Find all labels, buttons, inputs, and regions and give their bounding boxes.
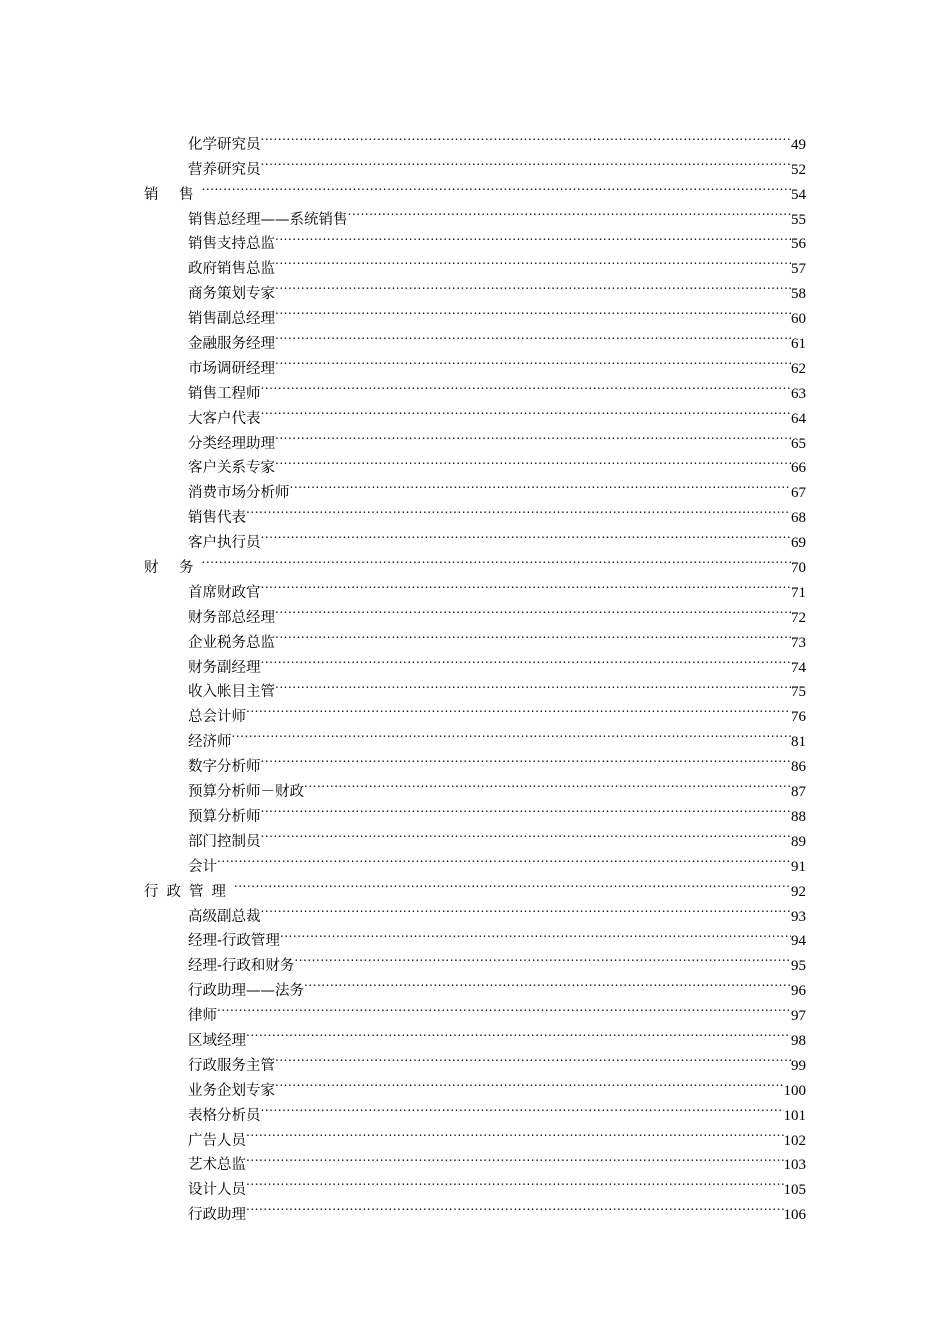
toc-entry-title: 企业税务总监 [188, 634, 275, 651]
toc-entry-title: 销售工程师 [188, 385, 261, 402]
toc-entry-title: 预算分析师－财政 [188, 784, 304, 801]
toc-entry-title: 客户执行员 [188, 535, 261, 552]
toc-entry-page-number: 69 [791, 535, 806, 552]
toc-entry-page-number: 97 [791, 1008, 806, 1025]
toc-entry-page-number: 86 [791, 759, 806, 776]
dot-leader [275, 597, 791, 622]
toc-section-entry[interactable] [144, 547, 806, 577]
toc-entry[interactable] [144, 721, 806, 751]
toc-entry-title: 客户关系专家 [188, 460, 275, 477]
toc-entry-page-number: 55 [791, 211, 806, 228]
toc-entry-title: 业务企划专家 [188, 1082, 275, 1099]
toc-entry[interactable] [144, 124, 806, 153]
dot-leader [217, 846, 791, 871]
toc-entry-title: 化学研究员 [188, 136, 261, 153]
toc-entry-page-number: 71 [791, 584, 806, 601]
dot-leader [275, 423, 791, 448]
dot-leader [275, 323, 791, 348]
toc-entry-title: 广告人员 [188, 1132, 246, 1149]
toc-section-entry[interactable] [144, 174, 806, 203]
toc-entry-title: 艺术总监 [188, 1157, 246, 1174]
dot-leader [261, 149, 792, 174]
toc-entry[interactable] [144, 896, 806, 925]
toc-entry-page-number: 64 [791, 410, 806, 427]
toc-entry[interactable] [144, 572, 806, 601]
toc-entry-title: 营养研究员 [188, 161, 261, 178]
dot-leader [261, 647, 792, 672]
toc-entry-title: 高级副总裁 [188, 908, 261, 925]
dot-leader [202, 174, 791, 199]
dot-leader [217, 995, 791, 1020]
dot-leader [275, 248, 791, 273]
toc-entry-page-number: 60 [791, 311, 806, 328]
toc-entry-page-number: 58 [791, 286, 806, 303]
toc-entry-title: 行政管理 [144, 883, 234, 900]
toc-entry-title: 消费市场分析师 [188, 485, 290, 502]
dot-leader [261, 796, 792, 821]
toc-entry-title: 财 务 [144, 560, 202, 577]
dot-leader [275, 273, 791, 298]
toc-entry-page-number: 67 [791, 485, 806, 502]
dot-leader [246, 1120, 784, 1145]
toc-entry-title: 预算分析师 [188, 808, 261, 825]
toc-entry-page-number: 96 [791, 983, 806, 1000]
dot-leader [261, 1095, 784, 1120]
toc-entry-title: 经理-行政和财务 [188, 958, 295, 975]
toc-entry[interactable] [144, 746, 806, 776]
toc-entry-page-number: 72 [791, 609, 806, 626]
toc-entry-page-number: 98 [791, 1032, 806, 1049]
toc-entry-page-number: 95 [791, 958, 806, 975]
toc-entry-page-number: 91 [791, 858, 806, 875]
toc-entry[interactable] [144, 1020, 806, 1049]
dot-leader [290, 472, 792, 497]
toc-entry-title: 销售总经理——系统销售 [188, 211, 348, 228]
toc-entry-title: 市场调研经理 [188, 360, 275, 377]
toc-entry-title: 政府销售总监 [188, 261, 275, 278]
toc-entry-page-number: 54 [791, 186, 806, 203]
dot-leader [275, 1045, 791, 1070]
toc-entry-page-number: 63 [791, 385, 806, 402]
toc-entry[interactable] [144, 846, 806, 875]
dot-leader [294, 945, 791, 970]
toc-entry-title: 经济师 [188, 734, 232, 751]
toc-entry-page-number: 62 [791, 360, 806, 377]
toc-entry-title: 收入帐目主管 [188, 684, 275, 701]
toc-entry-page-number: 99 [791, 1057, 806, 1074]
dot-leader [261, 746, 792, 771]
toc-entry[interactable] [144, 995, 806, 1025]
toc-entry-title: 商务策划专家 [188, 286, 275, 303]
toc-entry-page-number: 66 [791, 460, 806, 477]
toc-entry-page-number: 70 [791, 560, 806, 577]
toc-entry-page-number: 106 [783, 1207, 806, 1224]
toc-entry-title: 律师 [188, 1008, 217, 1025]
table-of-contents [144, 124, 806, 1224]
toc-entry-page-number: 73 [791, 634, 806, 651]
dot-leader [275, 448, 791, 473]
toc-entry-page-number: 57 [791, 261, 806, 278]
dot-leader [246, 696, 791, 721]
dot-leader [261, 398, 792, 423]
toc-entry-title: 首席财政官 [188, 584, 261, 601]
toc-entry-page-number: 105 [783, 1182, 806, 1199]
toc-entry-title: 行政助理 [188, 1207, 246, 1224]
dot-leader [261, 522, 792, 547]
dot-leader [261, 896, 792, 921]
toc-entry-page-number: 92 [791, 883, 806, 900]
toc-entry-title: 行政服务主管 [188, 1057, 275, 1074]
toc-section-entry[interactable] [144, 871, 806, 900]
toc-entry-page-number: 102 [783, 1132, 806, 1149]
toc-entry-title: 销售代表 [188, 510, 246, 527]
toc-entry-title: 区域经理 [188, 1032, 246, 1049]
dot-leader [261, 821, 792, 846]
dot-leader [246, 1169, 784, 1194]
dot-leader [234, 871, 791, 896]
dot-leader [304, 771, 791, 796]
toc-entry[interactable] [144, 199, 806, 228]
dot-leader [261, 124, 792, 149]
toc-entry-page-number: 52 [791, 161, 806, 178]
toc-entry-page-number: 56 [791, 236, 806, 253]
toc-entry-page-number: 101 [783, 1107, 806, 1124]
toc-entry-page-number: 75 [791, 684, 806, 701]
toc-entry-title: 大客户代表 [188, 410, 261, 427]
dot-leader [275, 224, 791, 249]
toc-entry-page-number: 61 [791, 336, 806, 353]
dot-leader [275, 672, 791, 697]
dot-leader [348, 199, 792, 224]
toc-entry-page-number: 76 [791, 709, 806, 726]
toc-entry-title: 设计人员 [188, 1182, 246, 1199]
dot-leader [232, 721, 792, 746]
toc-entry-page-number: 68 [791, 510, 806, 527]
toc-entry-page-number: 94 [791, 933, 806, 950]
toc-entry-title: 会计 [188, 858, 217, 875]
dot-leader [202, 547, 791, 572]
dot-leader [246, 1020, 791, 1045]
toc-entry-page-number: 100 [783, 1082, 806, 1099]
toc-entry-page-number: 88 [791, 808, 806, 825]
toc-entry-title: 表格分析员 [188, 1107, 261, 1124]
toc-entry-title: 分类经理助理 [188, 435, 275, 452]
toc-entry-title: 经理-行政管理 [188, 933, 280, 950]
dot-leader [261, 572, 792, 597]
dot-leader [275, 1070, 784, 1095]
toc-entry-page-number: 93 [791, 908, 806, 925]
toc-entry-title: 行政助理——法务 [188, 983, 304, 1000]
dot-leader [246, 1194, 784, 1219]
dot-leader [275, 348, 791, 373]
toc-entry-title: 销 售 [144, 186, 202, 203]
toc-entry-page-number: 65 [791, 435, 806, 452]
toc-entry-title: 数字分析师 [188, 759, 261, 776]
toc-entry-page-number: 87 [791, 784, 806, 801]
dot-leader [280, 921, 791, 946]
dot-leader [304, 970, 791, 995]
toc-entry-page-number: 103 [783, 1157, 806, 1174]
toc-entry-title: 部门控制员 [188, 833, 261, 850]
toc-entry-page-number: 89 [791, 833, 806, 850]
dot-leader [275, 622, 791, 647]
toc-entry-page-number: 81 [791, 734, 806, 751]
dot-leader [246, 1145, 784, 1170]
toc-entry-title: 销售支持总监 [188, 236, 275, 253]
toc-entry-title: 销售副总经理 [188, 311, 275, 328]
dot-leader [275, 298, 791, 323]
toc-entry-page-number: 49 [791, 136, 806, 153]
toc-entry-page-number: 74 [791, 659, 806, 676]
toc-entry-title: 财务副经理 [188, 659, 261, 676]
dot-leader [261, 373, 792, 398]
toc-entry-title: 金融服务经理 [188, 336, 275, 353]
toc-entry-title: 财务部总经理 [188, 609, 275, 626]
toc-entry-title: 总会计师 [188, 709, 246, 726]
dot-leader [246, 497, 791, 522]
